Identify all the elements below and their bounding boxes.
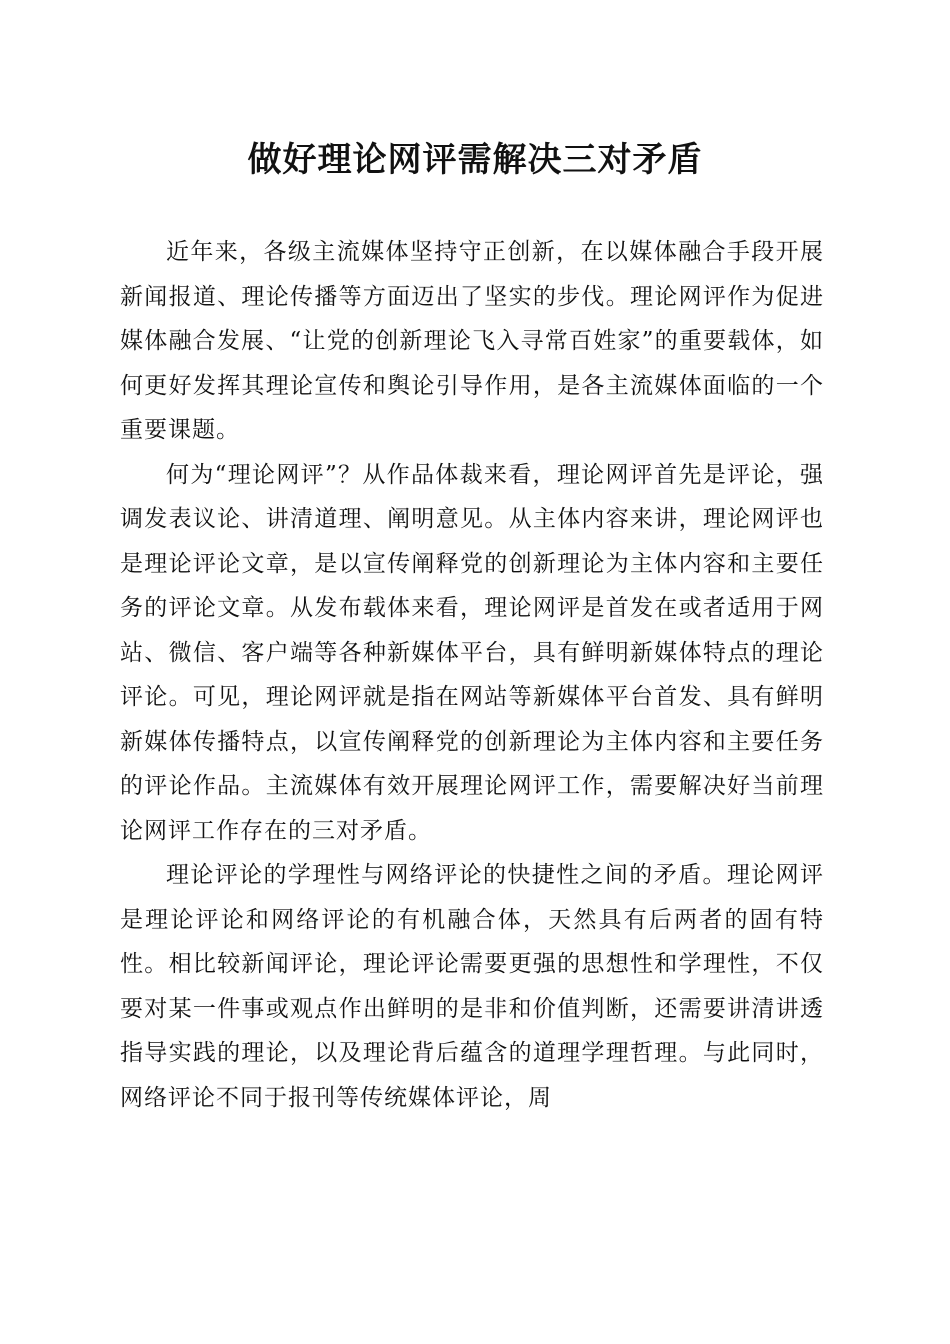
document-body bbox=[120, 230, 824, 1120]
document-title: 做好理论网评需解决三对矛盾 bbox=[247, 140, 703, 180]
paragraph-3: 理论评论的学理性与网络评论的快捷性之间的矛盾。理论网评是理论评论和网络评论的有机融合体，天然具有后两者的固有特性。相比较新闻评论，理论评论需要更强的思想性和学理性，不仅要对某一件事或观点作出鲜明的是非和价值判断，还需要讲清讲透指导实践的理论，以及理论背后蕴含的道理学理哲理。与此同时，网络评论不同于报刊等传统媒体评论，周 bbox=[120, 862, 824, 1111]
paragraph-2: 何为“理论网评”？从作品体裁来看，理论网评首先是评论，强调发表议论、讲清道理、阐明意见。从主体内容来讲，理论网评也是理论评论文章，是以宣传阐释党的创新理论为主体内容和主要任务的评论文章。从发布载体来看，理论网评是首发在或者适用于网站、微信、客户端等各种新媒体平台，具有鲜明新媒体特点的理论评论。可见，理论网评就是指在网站等新媒体平台首发、具有鲜明新媒体传播特点，以宣传阐释党的创新理论为主体内容和主要任务的评论作品。主流媒体有效开展理论网评工作，需要解决好当前理论网评工作存在的三对矛盾。 bbox=[120, 461, 824, 844]
paragraph-1: 近年来，各级主流媒体坚持守正创新，在以媒体融合手段开展新闻报道、理论传播等方面迈出了坚实的步伐。理论网评作为促进媒体融合发展、“让党的创新理论飞入寻常百姓家”的重要载体，如何更好发挥其理论宣传和舆论引导作用，是各主流媒体面临的一个重要课题。 bbox=[120, 239, 824, 443]
